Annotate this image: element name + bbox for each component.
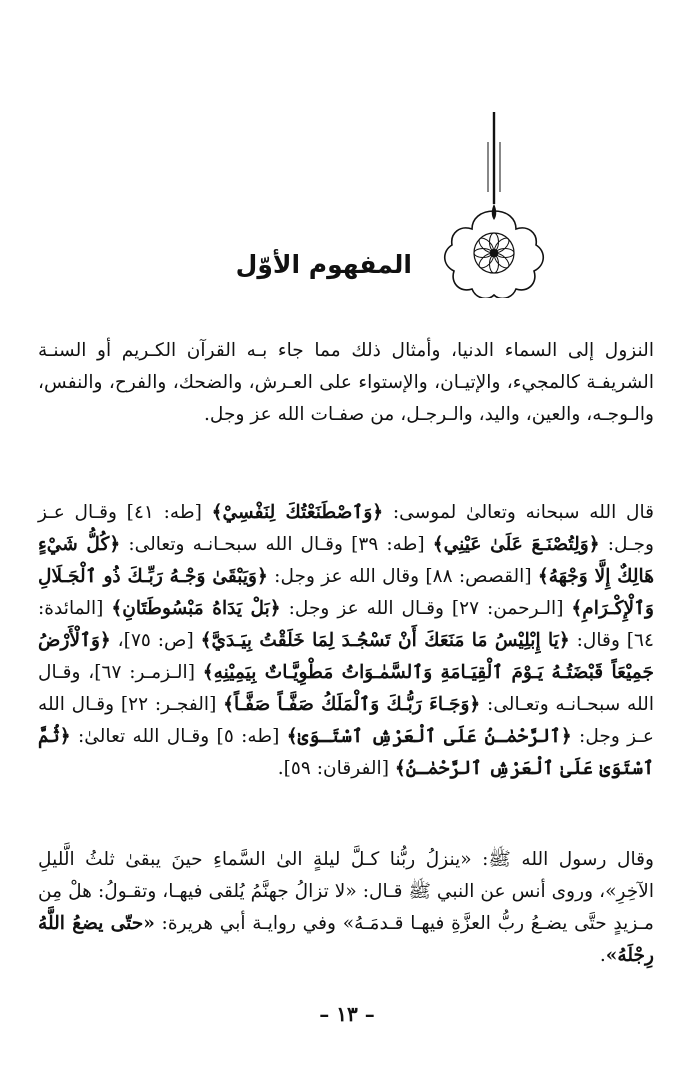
page-number: – ١٣ –	[319, 1002, 375, 1026]
paragraph-hadith	[38, 844, 654, 972]
floral-ornament-icon	[437, 112, 549, 298]
paragraph-quran-verses	[38, 497, 654, 785]
text-segment: [الـزمـر: ٦٧]، وقـال الله سبحـانـه وتعـالى:	[38, 661, 655, 715]
quran-quote: «حتّى يضعُ اللَّهُ رِجْلَهُ»	[38, 912, 654, 966]
quran-quote: ﴿وَٱصْطَنَعْتُكَ لِنَفْسِيْ﴾	[211, 501, 384, 523]
text-segment: [طه: ٤١] وقـال عـز وجـل:	[38, 501, 654, 555]
text-segment: وقال رسول الله ﷺ: «ينزلُ ربُّنا كـلَّ ليلةٍ الىٰ السَّماءِ حينَ يبقىٰ ثلثُ الَّليلِ الآخِرِ»، وروى أنس عن النبي ﷺ قـال: «لا تزالُ جهنَّمُ يُلقى فيهـا، وتقـولُ: هلْ مِن مـزيدٍ حتَّى يضـعُ ربُّ العزَّةِ فيهـا قـدمَـهُ» وفي روايـة أبي هريرة:	[38, 848, 654, 934]
quran-quote: ﴿وَجَـاءَ رَبُّـكَ وَٱلْمَلَكُ صَفَّـاً صَفَّـاً﴾	[223, 693, 481, 715]
text-segment: قال الله سبحانه وتعالىٰ لموسى:	[383, 501, 655, 523]
chapter-title: المفهوم الأوّل	[235, 250, 412, 279]
quran-quote: ﴿وَيَبْقَىٰ وَجْـهُ رَبِّـكَ ذُو ٱلْجَـلَالِ وَٱلْإِكْـرَامِ﴾	[38, 565, 654, 619]
text-segment: [طه: ٣٩] وقـال الله سبحـانـه وتعالى:	[120, 533, 433, 555]
quran-quote: ﴿وَلِتُصْنَـعَ عَلَىٰ عَيْنِي﴾	[432, 533, 600, 555]
quran-quote: ﴿ٱلرَّحْمٰـنُ عَلَى ٱلْعَرْشِ ٱسْتَـوَىٰ﴾	[286, 725, 572, 747]
quran-quote: ﴿بَلْ يَدَاهُ مَبْسُوطَتَانِ﴾	[111, 597, 281, 619]
paragraph-intro: النزول إلى السماء الدنيا، وأمثال ذلك مما جاء بـه القرآن الكـريم أو السنـة الشريفـة كالمجيء، والإتيـان، والإستواء على العـرش، والضحك، والفرح، والنفس، والـوجـه، والعين، واليد، والـرجـل، من صفـات الله عز وجل.	[38, 339, 654, 425]
quran-quote: ﴿وَٱلْأَرْضُ جَمِيْعَاً قَبْضَتُـهُ يَـوْمَ ٱلْقِيَـامَةِ وَٱلسَّمٰـوَاتُ مَطْوِيَّـاتٌ بِيَمِيْنِهِ﴾	[38, 629, 655, 683]
quran-quote: ﴿يَا إِبْلِيْسُ مَا مَنَعَكَ أَنْ تَسْجُـدَ لِمَا خَلَقْتُ بِيَـدَيَّ﴾	[200, 629, 570, 651]
text-segment: [الـرحمن: ٢٧] وقـال الله عز وجل:	[280, 597, 572, 619]
quran-quote: ﴿كُلُّ شَيْءٍ هَالِكٌ إِلَّا وَجْهَهُ﴾	[38, 533, 654, 587]
text-segment: [الفرقان: ٥٩].	[277, 757, 395, 779]
text-segment: [ص: ٧٥]،	[110, 629, 201, 651]
text-segment: [الفجـر: ٢٢] وقـال الله عـز وجل:	[38, 693, 654, 747]
text-segment: .	[599, 944, 606, 966]
quran-quote: ﴿ثُمَّ ٱسْتَوَىٰ عَلَىٰ ٱلْعَرْشِ ٱلرَّحْمٰـنُ﴾	[38, 725, 654, 779]
text-segment: [طه: ٥] وقـال الله تعالىٰ:	[70, 725, 287, 747]
text-segment: [المائدة: ٦٤] وقال:	[38, 597, 654, 651]
text-segment: [القصص: ٨٨] وقال الله عز وجل:	[267, 565, 538, 587]
